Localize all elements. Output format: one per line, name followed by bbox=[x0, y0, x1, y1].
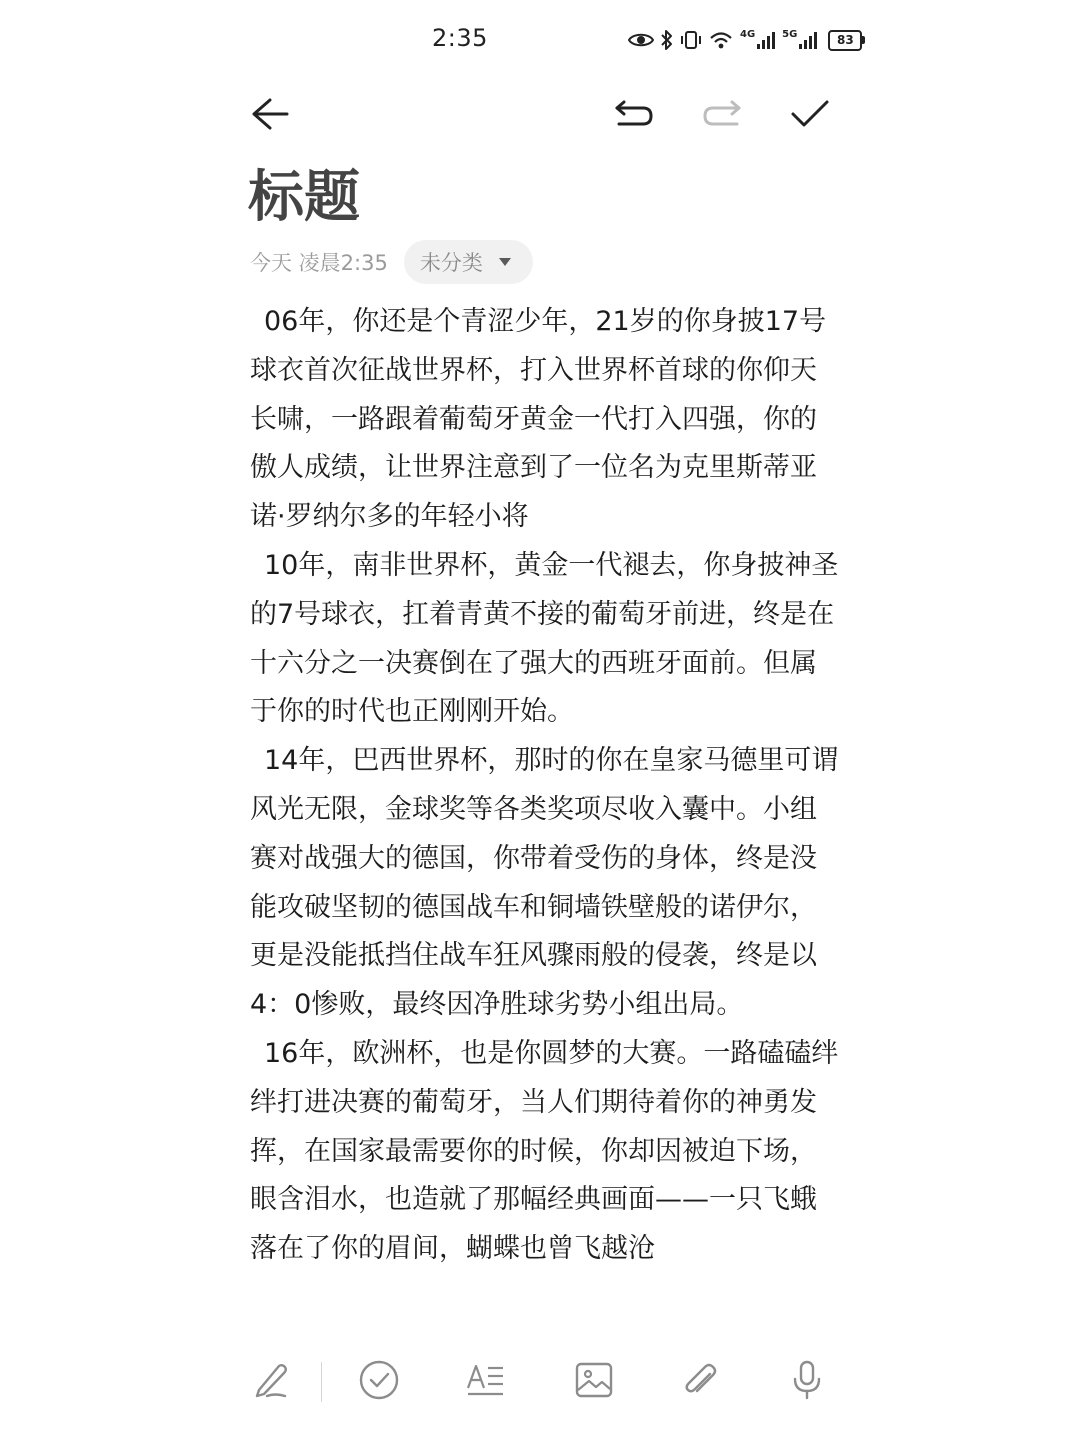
voice-input-button[interactable] bbox=[783, 1358, 831, 1406]
done-button[interactable] bbox=[784, 90, 836, 142]
back-button[interactable] bbox=[244, 90, 296, 142]
eye-icon bbox=[628, 30, 654, 50]
paragraph: 06年，你还是个青涩少年，21岁的你身披17号球衣首次征战世界杯，打入世界杯首球的你仰天长啸，一路跟着葡萄牙黄金一代打入四强，你的傲人成绩，让世界注意到了一位名为克里斯蒂亚诺·罗纳尔多的年轻小将 bbox=[250, 306, 827, 533]
text-format-button[interactable] bbox=[462, 1358, 510, 1406]
caret-down-icon bbox=[499, 258, 511, 266]
back-arrow-icon bbox=[250, 96, 290, 136]
note-body[interactable] bbox=[250, 298, 840, 1338]
network-4g-label: 4G bbox=[740, 29, 756, 40]
network-5g-label: 5G bbox=[782, 29, 798, 40]
note-title[interactable]: 标题 bbox=[248, 165, 360, 230]
redo-button[interactable] bbox=[696, 90, 748, 142]
top-toolbar bbox=[0, 90, 1080, 144]
signal-4g-icon bbox=[740, 30, 776, 50]
status-icons bbox=[628, 24, 865, 56]
battery-tip bbox=[862, 36, 865, 44]
battery-level: 83 bbox=[828, 30, 862, 51]
attachment-icon bbox=[680, 1360, 720, 1404]
category-label: 未分类 bbox=[419, 251, 483, 275]
vibrate-icon bbox=[680, 29, 702, 51]
category-dropdown[interactable] bbox=[404, 240, 533, 284]
signal-5g-icon bbox=[782, 30, 818, 50]
status-time: 2:35 bbox=[432, 24, 488, 52]
insert-image-button[interactable] bbox=[570, 1358, 618, 1406]
check-icon bbox=[790, 98, 830, 134]
microphone-icon bbox=[789, 1359, 825, 1405]
paragraph: 10年，南非世界杯，黄金一代褪去，你身披神圣的7号球衣，扛着青黄不接的葡萄牙前进，终是在十六分之一决赛倒在了强大的西班牙面前。但属于你的时代也正刚刚开始。 bbox=[250, 549, 839, 728]
wifi-icon bbox=[708, 29, 734, 51]
checklist-button[interactable] bbox=[355, 1358, 403, 1406]
handwriting-button[interactable] bbox=[247, 1358, 295, 1406]
bluetooth-icon bbox=[660, 29, 674, 51]
bottom-toolbar bbox=[0, 1350, 1080, 1414]
checklist-icon bbox=[358, 1359, 400, 1405]
note-meta bbox=[250, 240, 533, 284]
undo-icon bbox=[613, 98, 655, 134]
redo-icon bbox=[701, 98, 743, 134]
pen-icon bbox=[251, 1360, 291, 1404]
toolbar-divider bbox=[321, 1362, 322, 1402]
paragraph: 14年，巴西世界杯，那时的你在皇家马德里可谓风光无限，金球奖等各类奖项尽收入囊中。小组赛对战强大的德国，你带着受伤的身体，终是没能攻破坚韧的德国战车和铜墙铁壁般的诺伊尔，更是没能抵挡住战车狂风骤雨般的侵袭，终是以4：0惨败，最终因净胜球劣势小组出局。 bbox=[250, 745, 839, 1021]
battery-icon bbox=[828, 30, 865, 51]
status-bar bbox=[0, 0, 1080, 80]
image-icon bbox=[574, 1360, 614, 1404]
note-date: 今天 凌晨2:35 bbox=[250, 251, 388, 275]
attachment-button[interactable] bbox=[676, 1358, 724, 1406]
text-format-icon bbox=[465, 1360, 507, 1404]
paragraph: 16年，欧洲杯，也是你圆梦的大赛。一路磕磕绊绊打进决赛的葡萄牙，当人们期待着你的神勇发挥，在国家最需要你的时候，你却因被迫下场，眼含泪水，也造就了那幅经典画面——一只飞蛾落在了你的眉间，蝴蝶也曾飞越沧 bbox=[250, 1037, 839, 1265]
undo-button[interactable] bbox=[608, 90, 660, 142]
